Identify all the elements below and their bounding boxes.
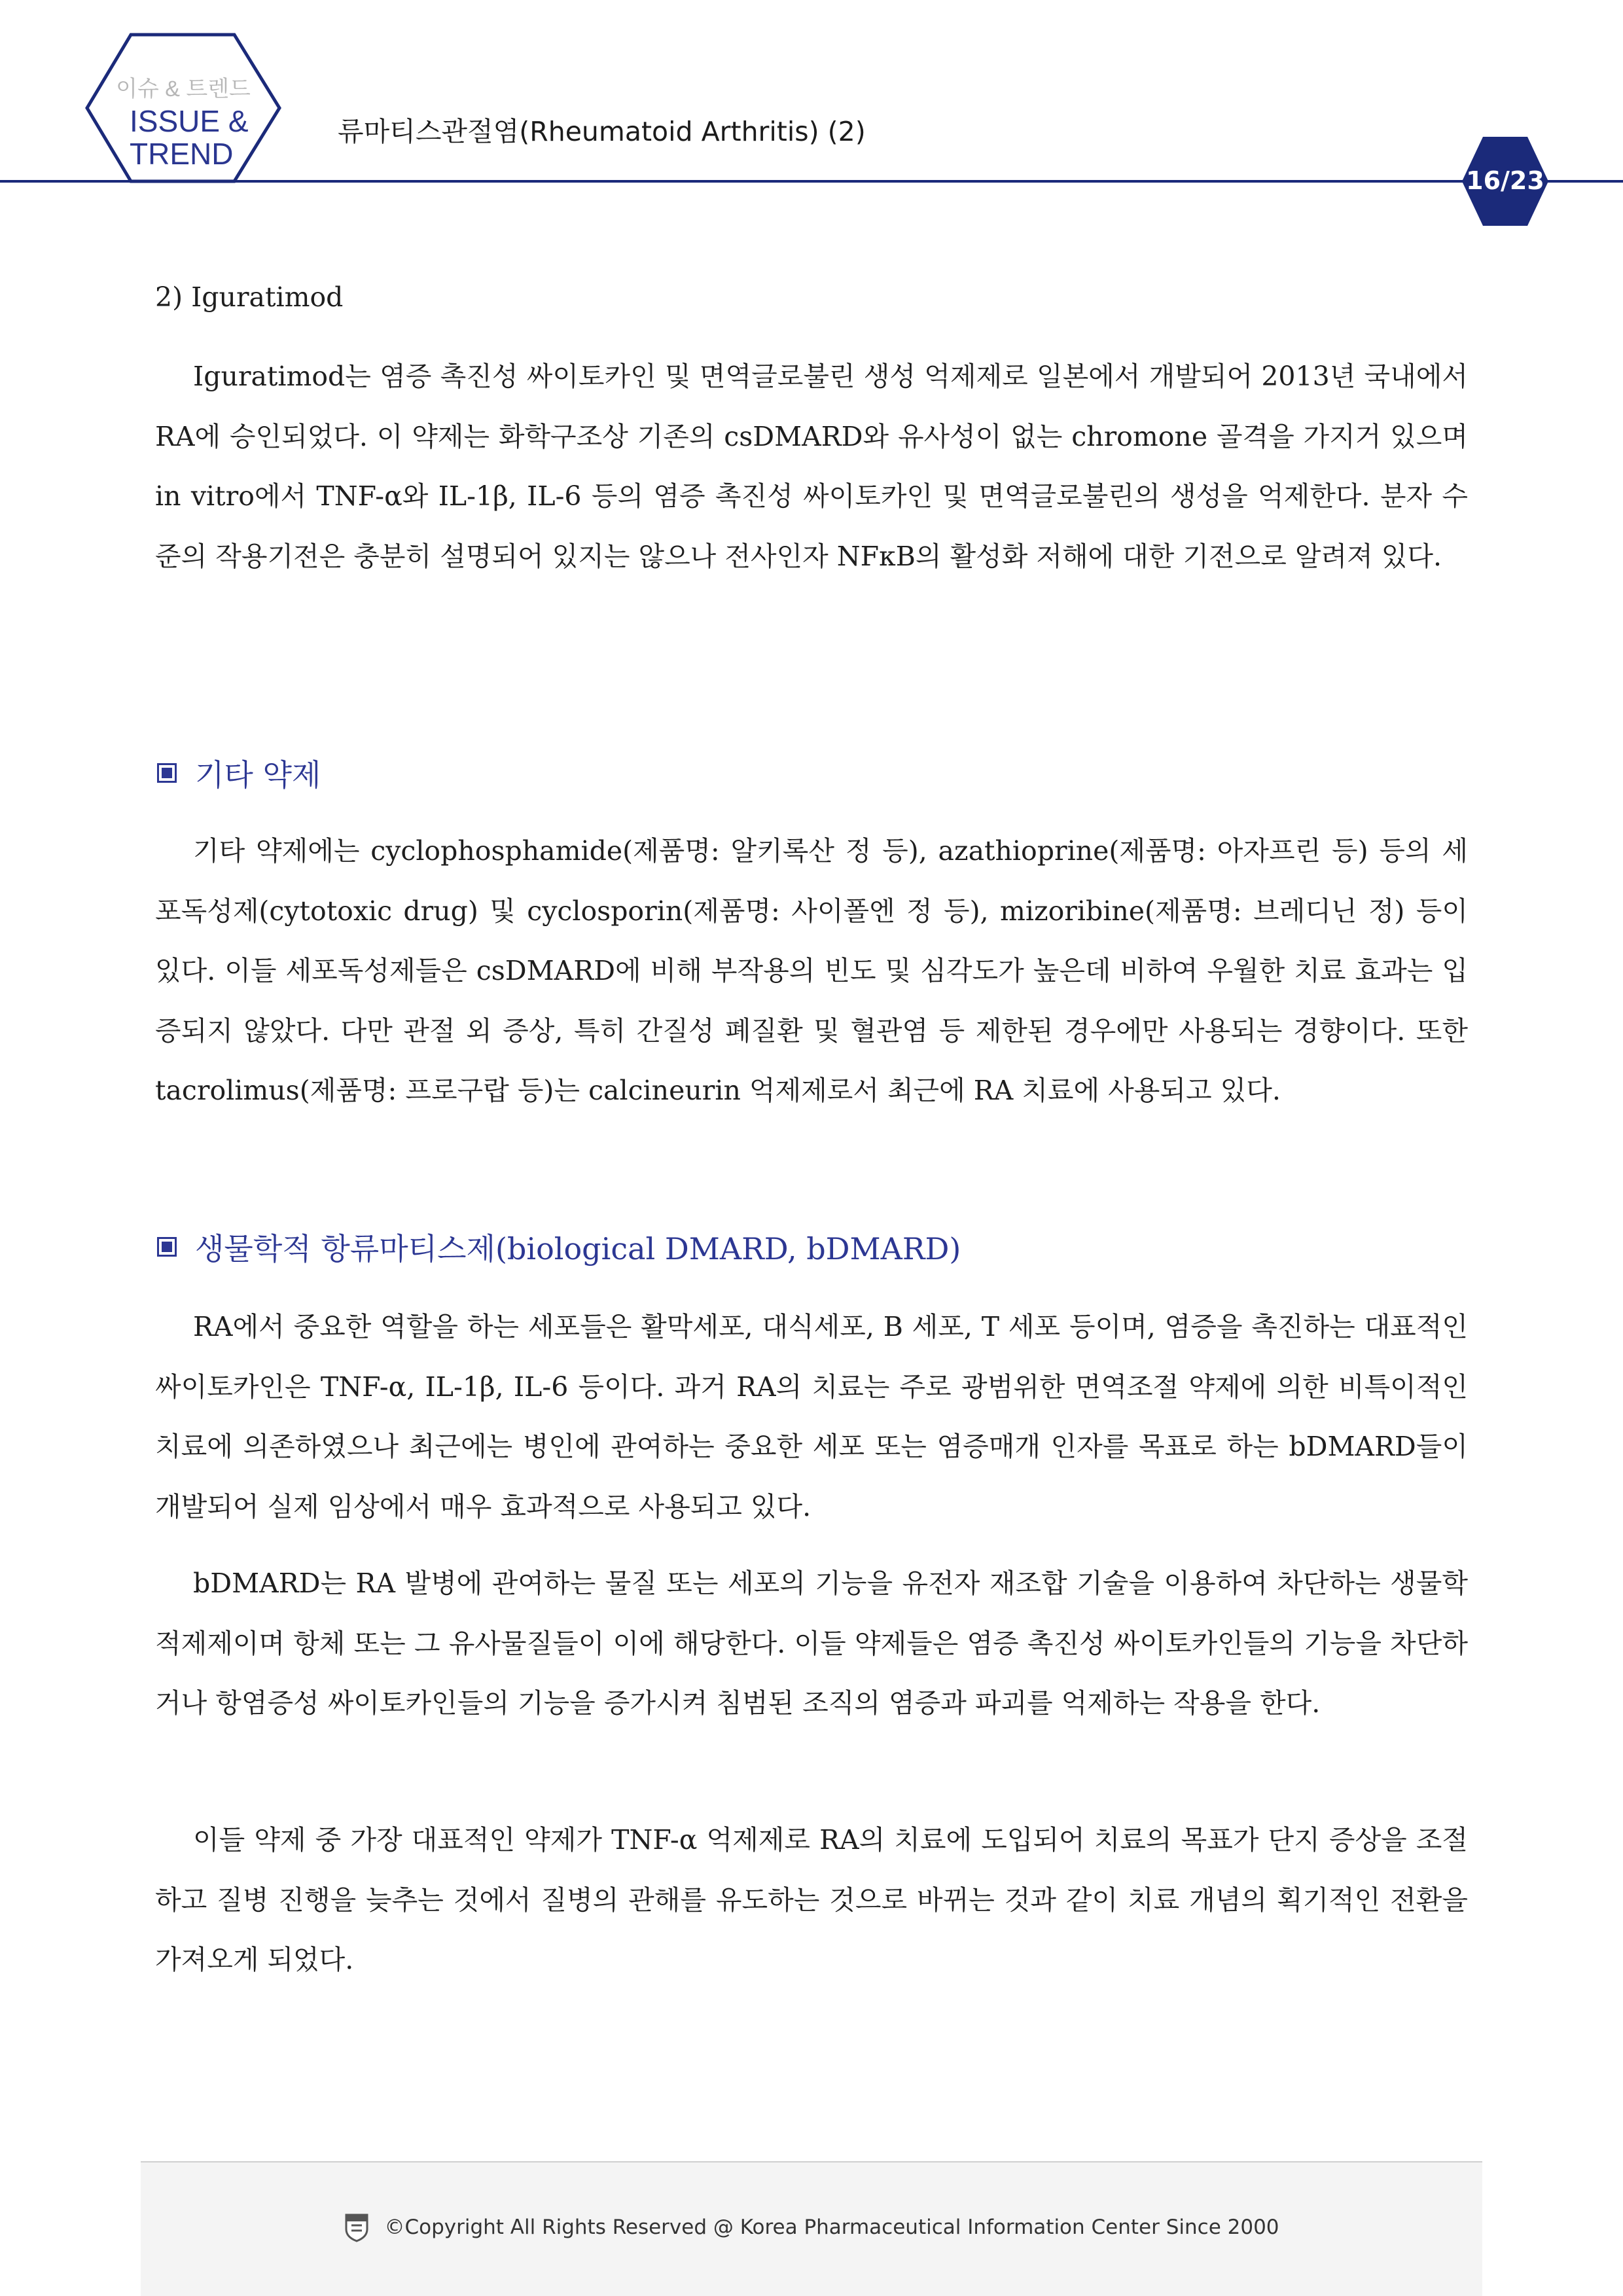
bdmard-paragraph-3: 이들 약제 중 가장 대표적인 약제가 TNF-α 억제제로 RA의 치료에 도입되어 치료의 목표가 단지 증상을 조절하고 질병 진행을 늦추는 것에서 질병의 관해를 유도하는 것으로 바뀌는 것과 같이 치료 개념의 획기적인 전환을 가져오게 되었다. <box>155 1824 1468 1975</box>
badge-title-line1: ISSUE & <box>130 104 249 138</box>
badge-title-line2: TREND <box>130 137 234 171</box>
iguratimod-paragraph: Iguratimod는 염증 촉진성 싸이토카인 및 면역글로불린 생성 억제제로 일본에서 개발되어 2013년 국내에서 RA에 승인되었다. 이 약제는 화학구조상 기존의 csDMARD와 유사성이 없는 chromone 골격을 가지거 있으며 in vitro에서 TNF-α와 IL-1β, IL-6 등의 염증 촉진성 싸이토카인 및 면역글로불린의 생성을 억제한다. 분자 수준의 작용기전은 충분히 설명되어 있지는 않으나 전사인자 NFκB의 활성화 저해에 대한 기전으로 알려져 있다. <box>155 361 1468 572</box>
document-title: 류마티스관절염(Rheumatoid Arthritis) (2) <box>338 116 866 147</box>
bdmard-paragraph-2: bDMARD는 RA 발병에 관여하는 물질 또는 세포의 기능을 유전자 재조합 기술을 이용하여 차단하는 생물학적제제이며 항체 또는 그 유사물질들이 이에 해당한다. 이들 약제들은 염증 촉진성 싸이토카인들의 기능을 차단하거나 항염증성 싸이토카인들의 기능을 증가시켜 침범된 조직의 염증과 파괴를 억제하는 작용을 한다. <box>155 1568 1468 1719</box>
section-title-bdmard: 생물학적 항류마티스제(biological DMARD, bDMARD) <box>195 1231 961 1266</box>
section-heading-other <box>157 751 321 795</box>
square-bullet-icon <box>157 1237 177 1257</box>
kpic-shield-icon <box>344 2212 370 2242</box>
page-number-badge <box>1461 135 1550 227</box>
square-bullet-icon <box>157 763 177 783</box>
footer <box>141 2212 1482 2242</box>
page-number: 16/23 <box>1466 166 1544 195</box>
other-drugs-paragraph: 기타 약제에는 cyclophosphamide(제품명: 알키록산 정 등), azathioprine(제품명: 아자프린 등) 등의 세포독성제(cytotoxic drug) 및 cyclosporin(제품명: 사이폴엔 정 등), mizoribine(제품명: 브레디닌 정) 등이 있다. 이들 세포독성제들은 csDMARD에 비해 부작용의 빈도 및 심각도가 높은데 비하여 우월한 치료 효과는 입증되지 않았다. 다만 관절 외 증상, 특히 간질성 폐질환 및 혈관염 등 제한된 경우에만 사용되는 경향이다. 또한 tacrolimus(제품명: 프로구랍 등)는 calcineurin 억제제로서 최근에 RA 치료에 사용되고 있다. <box>155 835 1468 1106</box>
badge-title <box>130 105 267 170</box>
badge-subtitle: 이슈 & 트렌드 <box>116 77 251 101</box>
section-heading-bdmard <box>157 1225 961 1268</box>
issue-trend-badge <box>85 31 281 185</box>
bdmard-paragraph-1: RA에서 중요한 역할을 하는 세포들은 활막세포, 대식세포, B 세포, T 세포 등이며, 염증을 촉진하는 대표적인 싸이토카인은 TNF-α, IL-1β, IL-6 등이다. 과거 RA의 치료는 주로 광범위한 면역조절 약제에 의한 비특이적인 치료에 의존하였으나 최근에는 병인에 관여하는 중요한 세포 또는 염증매개 인자를 목표로 하는 bDMARD들이 개발되어 실제 임상에서 매우 효과적으로 사용되고 있다. <box>155 1311 1468 1522</box>
section-title-other: 기타 약제 <box>195 757 321 793</box>
copyright-text: ©Copyright All Rights Reserved @ Korea Pharmaceutical Information Center Since 2000 <box>384 2215 1279 2239</box>
subsection-heading: 2) Iguratimod <box>155 281 344 313</box>
